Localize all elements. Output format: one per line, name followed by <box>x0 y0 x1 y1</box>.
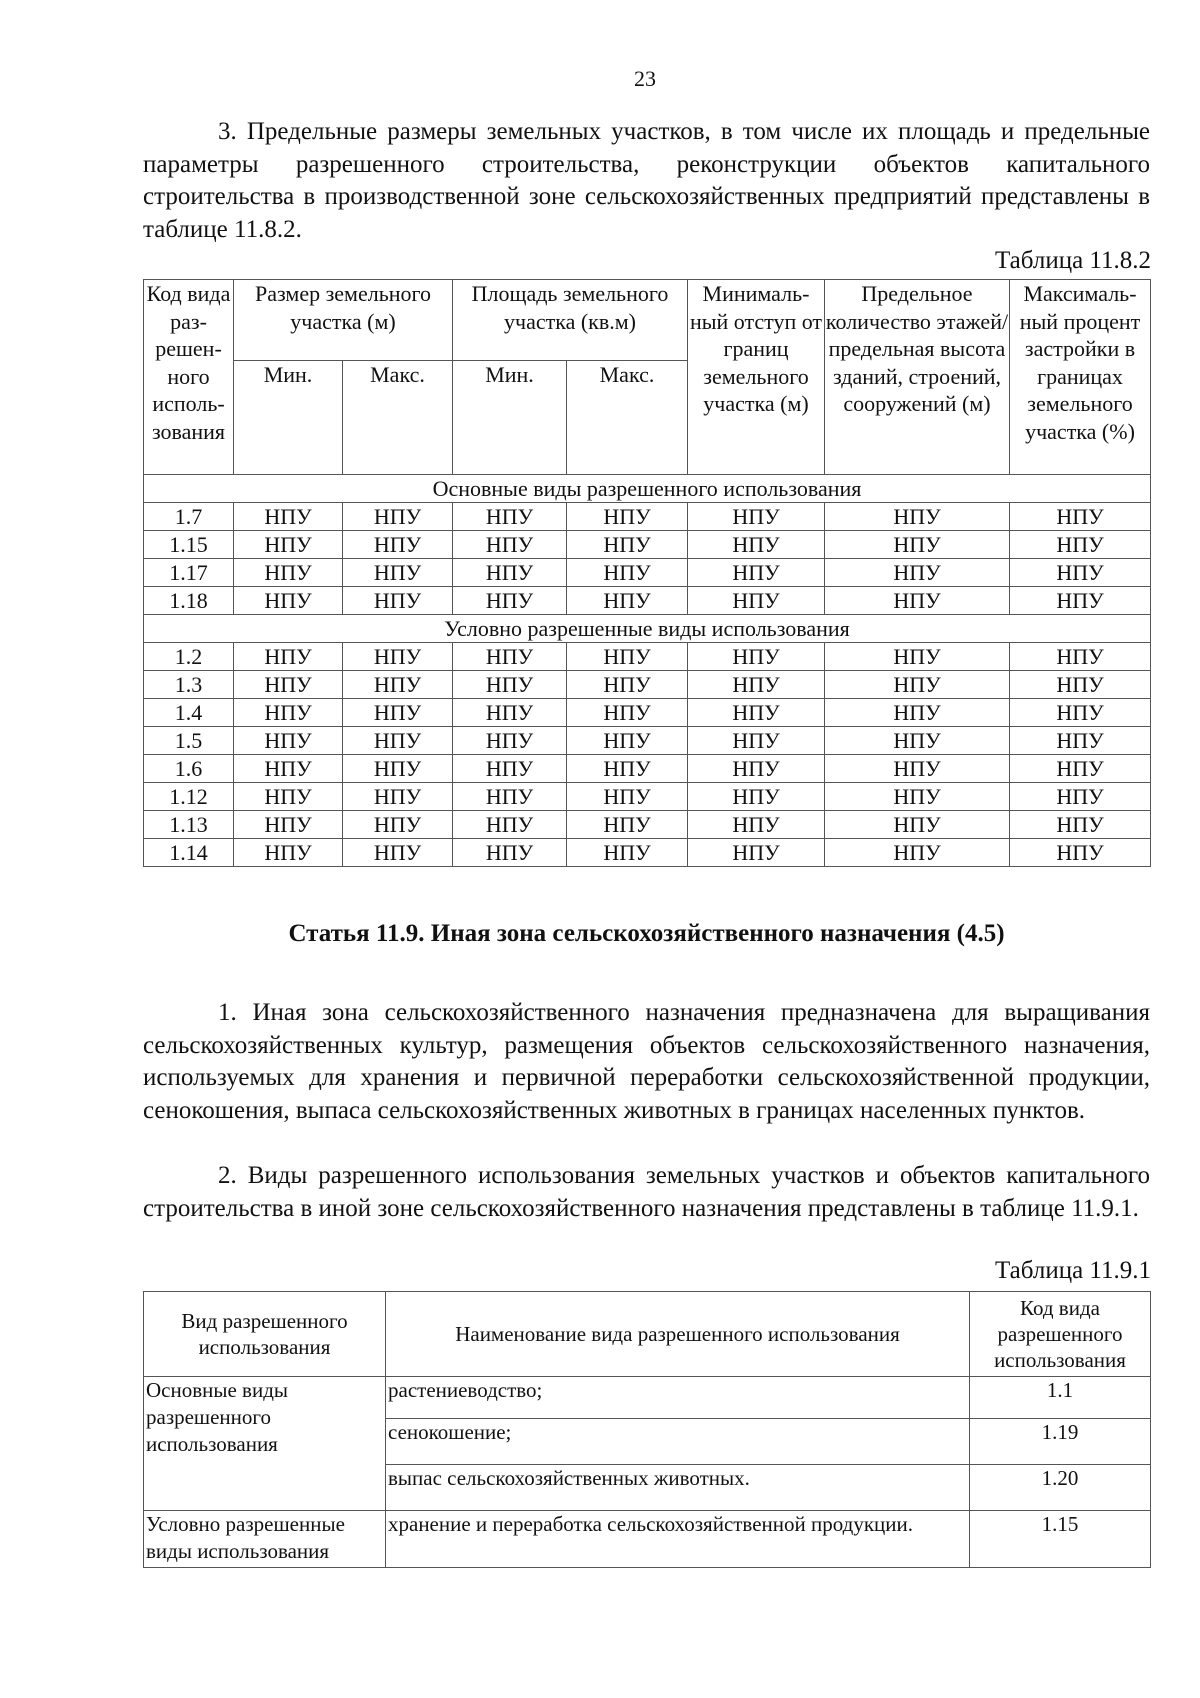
use-code: 1.20 <box>970 1465 1151 1511</box>
value-cell: НПУ <box>343 559 453 587</box>
value-cell: НПУ <box>567 559 688 587</box>
header-size-max: Макс. <box>343 361 453 475</box>
value-cell: НПУ <box>688 531 825 559</box>
row-code: 1.4 <box>144 699 234 727</box>
value-cell: НПУ <box>1010 755 1151 783</box>
header-use-type: Вид разрешенного использования <box>144 1292 386 1377</box>
value-cell: НПУ <box>1010 559 1151 587</box>
table-11-9-1 <box>143 1291 1151 1568</box>
row-label-conditional: Условно разрешенные виды использования <box>144 1511 386 1568</box>
header-size-min: Мин. <box>234 361 343 475</box>
header-use-name: Наименование вида разрешенного использования <box>386 1292 970 1377</box>
value-cell: НПУ <box>453 587 567 615</box>
value-cell: НПУ <box>1010 587 1151 615</box>
row-code: 1.13 <box>144 811 234 839</box>
use-code: 1.19 <box>970 1419 1151 1465</box>
section-conditional-uses: Условно разрешенные виды использования <box>144 615 1151 643</box>
use-code: 1.1 <box>970 1377 1151 1419</box>
row-code: 1.3 <box>144 671 234 699</box>
value-cell: НПУ <box>688 727 825 755</box>
header-max-percent: Максималь-ный процент застройки в границах земельного участка (%) <box>1010 280 1151 475</box>
value-cell: НПУ <box>567 503 688 531</box>
row-code: 1.14 <box>144 839 234 867</box>
use-code: 1.15 <box>970 1511 1151 1568</box>
value-cell: НПУ <box>567 699 688 727</box>
value-cell: НПУ <box>825 783 1010 811</box>
row-label-main: Основные виды разрешенного использования <box>144 1377 386 1511</box>
value-cell: НПУ <box>453 531 567 559</box>
value-cell: НПУ <box>1010 783 1151 811</box>
value-cell: НПУ <box>343 699 453 727</box>
value-cell: НПУ <box>825 531 1010 559</box>
value-cell: НПУ <box>825 559 1010 587</box>
table-caption-11-8-2: Таблица 11.8.2 <box>995 247 1151 274</box>
value-cell: НПУ <box>234 727 343 755</box>
value-cell: НПУ <box>688 839 825 867</box>
value-cell: НПУ <box>567 755 688 783</box>
header-plot-area: Площадь земельного участка (кв.м) <box>453 280 688 361</box>
row-code: 1.5 <box>144 727 234 755</box>
value-cell: НПУ <box>343 783 453 811</box>
value-cell: НПУ <box>343 839 453 867</box>
use-name: хранение и переработка сельскохозяйственной продукции. <box>386 1511 970 1568</box>
value-cell: НПУ <box>567 783 688 811</box>
value-cell: НПУ <box>343 587 453 615</box>
value-cell: НПУ <box>453 699 567 727</box>
value-cell: НПУ <box>1010 531 1151 559</box>
value-cell: НПУ <box>453 503 567 531</box>
header-area-min: Мин. <box>453 361 567 475</box>
value-cell: НПУ <box>825 643 1010 671</box>
value-cell: НПУ <box>234 755 343 783</box>
value-cell: НПУ <box>688 755 825 783</box>
value-cell: НПУ <box>825 587 1010 615</box>
row-code: 1.15 <box>144 531 234 559</box>
value-cell: НПУ <box>234 531 343 559</box>
row-code: 1.7 <box>144 503 234 531</box>
page-number: 23 <box>634 66 656 91</box>
header-plot-size: Размер земельного участка (м) <box>234 280 453 361</box>
value-cell: НПУ <box>343 671 453 699</box>
value-cell: НПУ <box>1010 671 1151 699</box>
table-row <box>144 755 1151 783</box>
value-cell: НПУ <box>453 643 567 671</box>
value-cell: НПУ <box>343 531 453 559</box>
value-cell: НПУ <box>567 727 688 755</box>
value-cell: НПУ <box>567 671 688 699</box>
value-cell: НПУ <box>343 727 453 755</box>
paragraph-zone-purpose: 1. Иная зона сельскохозяйственного назначения предназначена для выращивания сельскохозяйственных культур, размещения объектов сельскохозяйственного назначения, используемых для хранения и первичной переработки сельскохозяйственной продукции, сенокошения, выпаса сельскохозяйственных животных в границах населенных пунктов. <box>143 999 1150 1124</box>
value-cell: НПУ <box>1010 727 1151 755</box>
table-row <box>144 559 1151 587</box>
value-cell: НПУ <box>567 811 688 839</box>
table-row <box>144 671 1151 699</box>
value-cell: НПУ <box>343 503 453 531</box>
value-cell: НПУ <box>567 643 688 671</box>
value-cell: НПУ <box>825 839 1010 867</box>
value-cell: НПУ <box>343 755 453 783</box>
value-cell: НПУ <box>234 587 343 615</box>
value-cell: НПУ <box>688 783 825 811</box>
value-cell: НПУ <box>825 811 1010 839</box>
value-cell: НПУ <box>825 699 1010 727</box>
value-cell: НПУ <box>453 559 567 587</box>
value-cell: НПУ <box>453 783 567 811</box>
table-row <box>144 783 1151 811</box>
value-cell: НПУ <box>1010 839 1151 867</box>
value-cell: НПУ <box>825 727 1010 755</box>
table-caption-11-9-1: Таблица 11.9.1 <box>995 1257 1151 1284</box>
header-use-code: Код вида разрешенного использования <box>970 1292 1151 1377</box>
value-cell: НПУ <box>1010 811 1151 839</box>
value-cell: НПУ <box>234 783 343 811</box>
value-cell: НПУ <box>688 699 825 727</box>
header-floors-height: Предельное количество этажей/ предельная высота зданий, строений, сооружений (м) <box>825 280 1010 475</box>
value-cell: НПУ <box>688 559 825 587</box>
value-cell: НПУ <box>567 839 688 867</box>
value-cell: НПУ <box>453 671 567 699</box>
value-cell: НПУ <box>688 643 825 671</box>
table-11-8-2 <box>143 279 1151 867</box>
value-cell: НПУ <box>1010 503 1151 531</box>
value-cell: НПУ <box>234 839 343 867</box>
value-cell: НПУ <box>234 503 343 531</box>
use-name: сенокошение; <box>386 1419 970 1465</box>
value-cell: НПУ <box>1010 699 1151 727</box>
value-cell: НПУ <box>825 755 1010 783</box>
table-row <box>144 699 1151 727</box>
header-code: Код вида раз-решен-ного исполь-зования <box>144 280 234 475</box>
table-row <box>144 727 1151 755</box>
value-cell: НПУ <box>343 643 453 671</box>
article-heading: Статья 11.9. Иная зона сельскохозяйственного назначения (4.5) <box>288 920 1005 947</box>
value-cell: НПУ <box>453 755 567 783</box>
section-main-uses: Основные виды разрешенного использования <box>144 475 1151 503</box>
value-cell: НПУ <box>234 671 343 699</box>
value-cell: НПУ <box>567 531 688 559</box>
value-cell: НПУ <box>688 811 825 839</box>
value-cell: НПУ <box>343 811 453 839</box>
value-cell: НПУ <box>567 587 688 615</box>
value-cell: НПУ <box>825 671 1010 699</box>
paragraph-limits-intro: 3. Предельные размеры земельных участков, в том числе их площадь и предельные параметры разрешенного строительства, реконструкции объектов капитального строительства в производственной зоне сельскохозяйственных предприятий представлены в таблице 11.8.2. <box>143 118 1150 243</box>
value-cell: НПУ <box>688 503 825 531</box>
table-row <box>144 839 1151 867</box>
value-cell: НПУ <box>234 643 343 671</box>
value-cell: НПУ <box>688 587 825 615</box>
table-row <box>144 587 1151 615</box>
paragraph-permitted-uses: 2. Виды разрешенного использования земельных участков и объектов капитального строительства в иной зоне сельскохозяйственного назначения представлены в таблице 11.9.1. <box>143 1162 1150 1222</box>
table-row <box>144 503 1151 531</box>
value-cell: НПУ <box>688 671 825 699</box>
value-cell: НПУ <box>453 811 567 839</box>
value-cell: НПУ <box>1010 643 1151 671</box>
value-cell: НПУ <box>234 699 343 727</box>
row-code: 1.6 <box>144 755 234 783</box>
value-cell: НПУ <box>453 727 567 755</box>
table-row <box>144 811 1151 839</box>
row-code: 1.18 <box>144 587 234 615</box>
table-row <box>144 531 1151 559</box>
value-cell: НПУ <box>234 811 343 839</box>
row-code: 1.2 <box>144 643 234 671</box>
value-cell: НПУ <box>234 559 343 587</box>
header-min-offset: Минималь-ный отступ от границ земельного участка (м) <box>688 280 825 475</box>
use-name: выпас сельскохозяйственных животных. <box>386 1465 970 1511</box>
row-code: 1.17 <box>144 559 234 587</box>
header-area-max: Макс. <box>567 361 688 475</box>
row-code: 1.12 <box>144 783 234 811</box>
use-name: растениеводство; <box>386 1377 970 1419</box>
value-cell: НПУ <box>825 503 1010 531</box>
table-row <box>144 643 1151 671</box>
value-cell: НПУ <box>453 839 567 867</box>
